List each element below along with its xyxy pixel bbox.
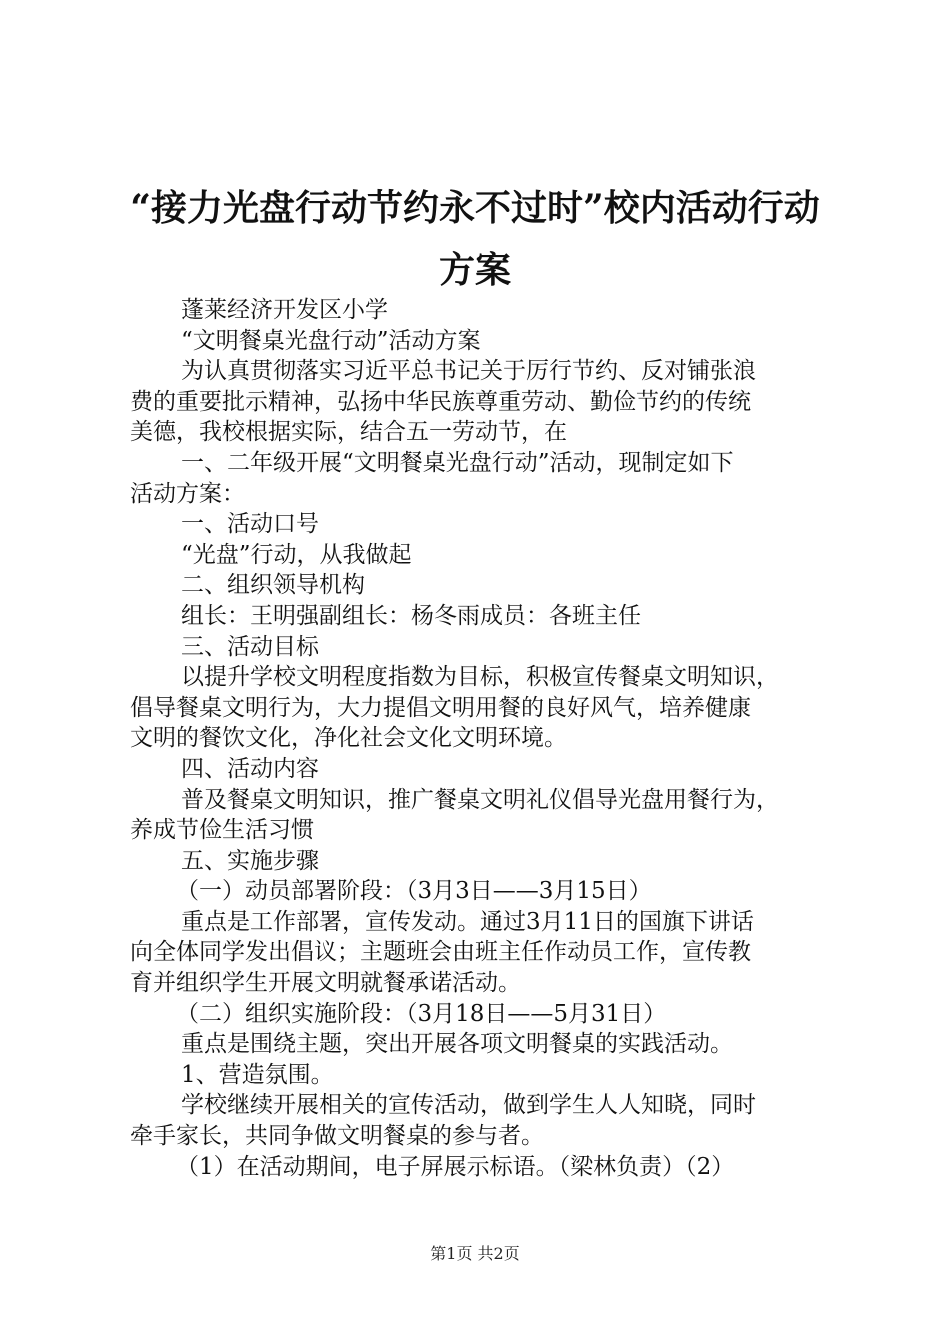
- paragraph-line: 向全体同学发出倡议；主题班会由班主任作动员工作，宣传教: [130, 939, 751, 966]
- paragraph-line: 学校继续开展相关的宣传活动，做到学生人人知晓，同时: [181, 1092, 756, 1119]
- paragraph-line: 为认真贯彻落实习近平总书记关于厉行节约、反对铺张浪: [181, 358, 756, 385]
- subsection-heading: （二）组织实施阶段：（3月18日——5月31日）: [176, 1000, 667, 1027]
- paragraph-line: 美德，我校根据实际，结合五一劳动节，在: [130, 419, 567, 446]
- paragraph-line: 以提升学校文明程度指数为目标，积极宣传餐桌文明知识，: [181, 664, 779, 691]
- document-body: [130, 295, 832, 1182]
- paragraph-line: “光盘”行动，从我做起: [181, 541, 412, 568]
- paragraph-line: 活动方案：: [130, 480, 245, 507]
- item-heading: 1、营造氛围。: [181, 1061, 334, 1088]
- document-title-line-1: “接力光盘行动节约永不过时”校内活动行动: [130, 187, 820, 229]
- section-heading: 三、活动目标: [181, 633, 319, 660]
- document-title-line-2: 方案: [438, 249, 511, 291]
- school-name: 蓬莱经济开发区小学: [181, 297, 388, 323]
- paragraph-line: 文明的餐饮文化，净化社会文化文明环境。: [130, 725, 567, 752]
- paragraph-line: 牵手家长，共同争做文明餐桌的参与者。: [130, 1123, 544, 1150]
- subsection-heading: （一）动员部署阶段：（3月3日——3月15日）: [176, 878, 652, 905]
- plan-subtitle: “文明餐桌光盘行动”活动方案: [181, 327, 481, 354]
- page-footer: 第1页 共2页: [430, 1244, 520, 1263]
- paragraph-line: 费的重要批示精神，弘扬中华民族尊重劳动、勤俭节约的传统: [130, 388, 751, 415]
- section-heading: 四、活动内容: [181, 755, 319, 782]
- paragraph-line: 一、二年级开展“文明餐桌光盘行动”活动，现制定如下: [181, 449, 734, 476]
- paragraph-line: 养成节俭生活习惯: [130, 817, 314, 844]
- section-heading: 一、活动口号: [181, 511, 319, 538]
- paragraph-line: 重点是围绕主题，突出开展各项文明餐桌的实践活动。: [181, 1031, 733, 1058]
- section-heading: 二、组织领导机构: [181, 572, 365, 599]
- paragraph-line: 普及餐桌文明知识，推广餐桌文明礼仪倡导光盘用餐行为，: [181, 786, 779, 813]
- paragraph-line: 重点是工作部署，宣传发动。通过3月11日的国旗下讲话: [181, 908, 754, 935]
- section-heading: 五、实施步骤: [181, 847, 319, 874]
- paragraph-line: 倡导餐桌文明行为，大力提倡文明用餐的良好风气，培养健康: [130, 694, 751, 721]
- paragraph-line: 组长：王明强副组长：杨冬雨成员：各班主任: [181, 602, 641, 629]
- paragraph-line: 育并组织学生开展文明就餐承诺活动。: [130, 970, 521, 997]
- paragraph-line: （1）在活动期间，电子屏展示标语。（梁林负责）（2）: [176, 1153, 735, 1180]
